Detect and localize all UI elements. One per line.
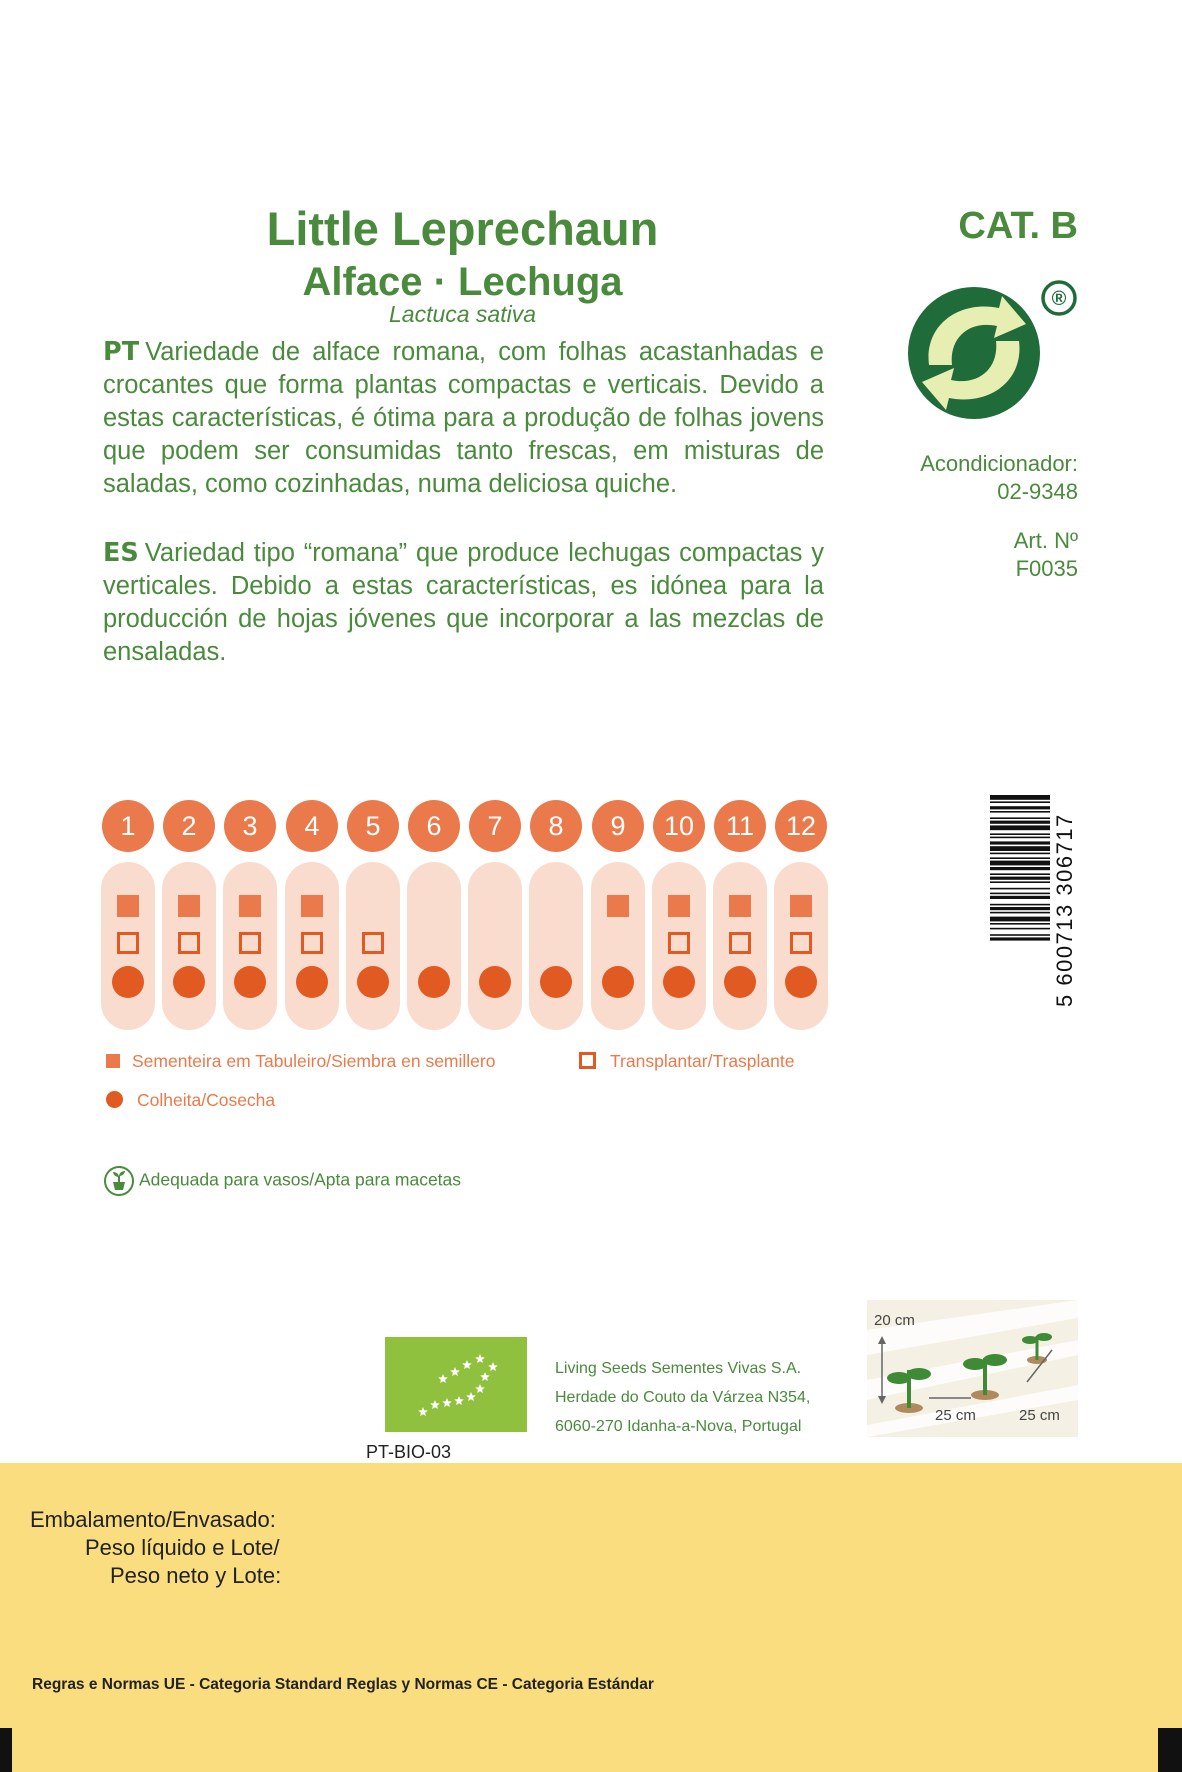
transplant-marker — [362, 932, 384, 954]
pots-note — [103, 1165, 461, 1197]
barcode-bar — [990, 912, 1050, 914]
barcode-bar — [990, 853, 1050, 855]
harvest-marker — [418, 966, 450, 998]
harvest-marker — [724, 966, 756, 998]
transplant-marker — [239, 932, 261, 954]
month-2: 2 — [163, 800, 215, 852]
barcode-bar — [990, 825, 1050, 830]
month-10: 10 — [653, 800, 705, 852]
producer-address-1: Herdade do Couto da Várzea N354, — [555, 1389, 811, 1406]
sow-tray-marker — [117, 895, 139, 917]
green-dot-recycling-icon — [904, 280, 1080, 440]
eu-star-icon — [475, 1354, 485, 1363]
barcode-bar — [990, 795, 1050, 800]
packer-code: 02-9348 — [997, 479, 1078, 504]
category-label: CAT. B — [958, 205, 1078, 247]
harvest-marker — [663, 966, 695, 998]
crop-mark-left — [0, 1728, 12, 1772]
eu-star-icon — [454, 1396, 464, 1405]
harvest-marker — [296, 966, 328, 998]
harvest-marker — [540, 966, 572, 998]
month-column-10 — [652, 862, 706, 1030]
footer-panel — [0, 1463, 1182, 1772]
pots-note-text: Adequada para vasos/Apta para macetas — [139, 1169, 462, 1190]
legend-sow-tray — [106, 1050, 495, 1072]
month-column-5 — [346, 862, 400, 1030]
transplant-marker — [790, 932, 812, 954]
dot-icon — [106, 1091, 123, 1108]
month-column-4 — [285, 862, 339, 1030]
eu-star-icon — [442, 1398, 452, 1407]
barcode-bar — [990, 817, 1050, 819]
barcode-bar — [990, 801, 1050, 803]
transplant-marker — [301, 932, 323, 954]
product-subtitle: Alface · Lechuga — [302, 260, 623, 304]
producer-address-2: 6060-270 Idanha-a-Nova, Portugal — [555, 1418, 802, 1435]
transplant-marker — [178, 932, 200, 954]
article-code: F0035 — [1015, 556, 1078, 581]
net-weight-es: Peso neto y Lote: — [110, 1563, 282, 1588]
barcode-bar — [990, 928, 1050, 930]
eu-star-icon — [475, 1384, 485, 1393]
sow-tray-marker — [607, 895, 629, 917]
legend-transplant-label: Transplantar/Trasplante — [610, 1051, 795, 1071]
month-1: 1 — [102, 800, 154, 852]
harvest-marker — [173, 966, 205, 998]
barcode-bar — [990, 881, 1050, 883]
month-column-3 — [223, 862, 277, 1030]
description-es — [103, 537, 824, 669]
barcode-bar — [990, 907, 1050, 910]
eu-star-icon — [462, 1360, 472, 1369]
sow-tray-marker — [301, 895, 323, 917]
barcode-bar — [990, 806, 1050, 809]
legend-transplant — [579, 1050, 795, 1072]
lang-code-pt: PT — [103, 337, 140, 367]
sow-tray-marker — [178, 895, 200, 917]
organic-code: PT-BIO-03 — [366, 1442, 452, 1462]
barcode-bar — [990, 833, 1050, 835]
month-column-2 — [162, 862, 216, 1030]
eu-star-icon — [418, 1407, 428, 1416]
eu-star-icon — [466, 1392, 476, 1401]
barcode-bar — [990, 857, 1050, 859]
eu-star-icon — [450, 1367, 460, 1376]
barcode-bars — [990, 795, 1050, 941]
month-5: 5 — [347, 800, 399, 852]
month-column-7 — [468, 862, 522, 1030]
barcode-bar — [990, 877, 1050, 880]
month-12: 12 — [775, 800, 827, 852]
eu-star-icon — [438, 1374, 448, 1383]
month-column-6 — [407, 862, 461, 1030]
barcode-number: 5 600713 306717 — [1052, 813, 1077, 1007]
eu-star-icon — [480, 1372, 490, 1381]
regulations-note: Regras e Normas UE - Categoria Standard Reglas y Normas CE - Categoria Estándar — [32, 1676, 654, 1693]
month-column-11 — [713, 862, 767, 1030]
harvest-marker — [785, 966, 817, 998]
harvest-marker — [357, 966, 389, 998]
month-column-12 — [774, 862, 828, 1030]
barcode-bar — [990, 837, 1050, 839]
month-3: 3 — [224, 800, 276, 852]
barcode-bar — [990, 888, 1050, 890]
open-square-icon — [579, 1052, 596, 1069]
producer-name: Living Seeds Sementes Vivas S.A. — [555, 1360, 802, 1377]
barcode-bar — [990, 861, 1050, 866]
month-column-1 — [101, 862, 155, 1030]
product-title: Little Leprechaun — [266, 202, 659, 255]
barcode-bar — [990, 904, 1050, 906]
eu-star-icon — [488, 1362, 498, 1371]
barcode-bar — [990, 934, 1050, 936]
eu-star-icon — [430, 1400, 440, 1409]
barcode-bar — [990, 846, 1050, 851]
lang-code-es: ES — [103, 538, 139, 568]
barcode-bar — [990, 896, 1050, 899]
transplant-marker — [729, 932, 751, 954]
month-9: 9 — [592, 800, 644, 852]
packer-info — [920, 450, 1078, 506]
month-11: 11 — [714, 800, 766, 852]
packer-label: Acondicionador: — [920, 451, 1078, 476]
barcode-bar — [990, 923, 1050, 925]
legend-harvest-label: Colheita/Cosecha — [137, 1090, 276, 1110]
barcode-bar — [990, 917, 1050, 922]
article-label: Art. Nº — [1013, 528, 1078, 553]
barcode-bar — [990, 893, 1050, 895]
barcode-bar — [990, 867, 1050, 870]
harvest-marker — [234, 966, 266, 998]
row-spacing-label: 25 cm — [935, 1407, 976, 1424]
registered-mark: ® — [1051, 288, 1067, 310]
plant-pot-icon — [103, 1165, 135, 1197]
plant-spacing-label: 25 cm — [1019, 1407, 1060, 1424]
sow-tray-marker — [668, 895, 690, 917]
barcode-bar — [990, 821, 1050, 824]
harvest-marker — [112, 966, 144, 998]
article-info — [1014, 527, 1078, 583]
description-pt — [103, 336, 824, 501]
barcode-bar — [990, 841, 1050, 844]
barcode-bar — [990, 873, 1050, 875]
transplant-marker — [117, 932, 139, 954]
sow-tray-marker — [239, 895, 261, 917]
net-weight-pt: Peso líquido e Lote/ — [85, 1535, 280, 1560]
plant-spacing-diagram — [867, 1300, 1078, 1437]
packing-label: Embalamento/Envasado: — [30, 1507, 276, 1532]
transplant-marker — [668, 932, 690, 954]
harvest-marker — [479, 966, 511, 998]
month-column-9 — [591, 862, 645, 1030]
filled-square-icon — [106, 1054, 120, 1068]
sow-tray-marker — [729, 895, 751, 917]
barcode — [990, 795, 1078, 1010]
harvest-marker — [602, 966, 634, 998]
height-label: 20 cm — [874, 1312, 915, 1329]
month-8: 8 — [530, 800, 582, 852]
eu-organic-leaf-logo — [385, 1337, 527, 1432]
crop-mark-right — [1158, 1728, 1182, 1772]
month-column-8 — [529, 862, 583, 1030]
month-7: 7 — [469, 800, 521, 852]
latin-name: Lactuca sativa — [388, 301, 537, 327]
description-pt-text: Variedade de alface romana, com folhas acastanhadas e crocantes que forma plantas compactas e verticais. Devido a estas características, é ótima para a produção de folhas jovens que podem ser consumidas tanto frescas, em misturas de saladas, como cozinhadas, numa deliciosa quiche. — [103, 338, 824, 498]
barcode-bar — [990, 937, 1050, 940]
legend-sow-tray-label: Sementeira em Tabuleiro/Siembra en semillero — [132, 1051, 496, 1071]
legend-harvest — [106, 1089, 275, 1111]
description-es-text: Variedad tipo “romana” que produce lechugas compactas y verticales. Debido a estas características, es idónea para la producción de hojas jóvenes que incorporar a las mezclas de ensaladas. — [103, 539, 824, 666]
month-4: 4 — [286, 800, 338, 852]
month-6: 6 — [408, 800, 460, 852]
barcode-bar — [990, 811, 1050, 813]
sow-tray-marker — [790, 895, 812, 917]
